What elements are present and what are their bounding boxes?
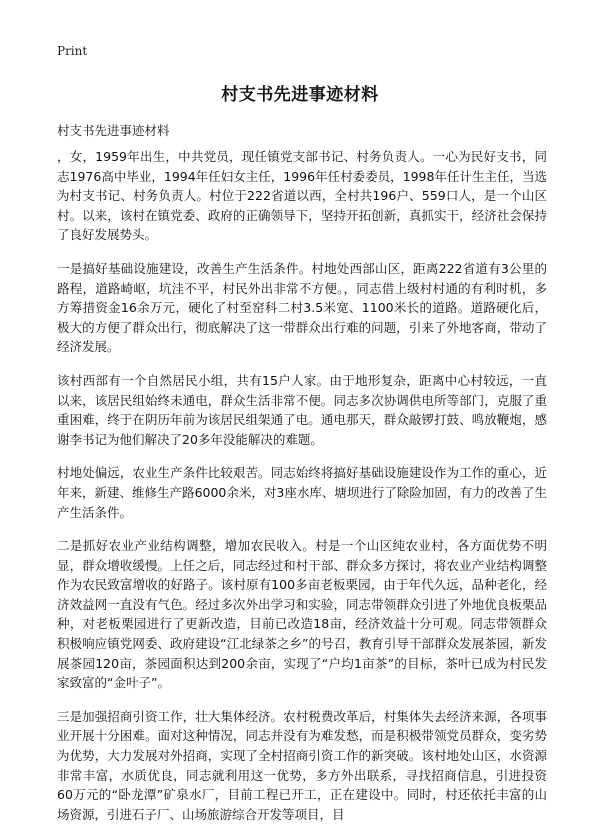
document-body xyxy=(57,147,547,838)
paragraph: 三是加强招商引资工作，壮大集体经济。农村税费改革后，村集体失去经济来源，各项事业开展十分困难。面对这种情况，同志并没有为难发愁，而是积极带领党员群众，变劣势为优势，大力发展对外招商，实现了全村招商引资工作的新突破。该村地处山区，水资源非常丰富，水质优良，同志就利用这一优势，多方外出联系，寻找招商信息，引进投资60万元的“卧龙潭”矿泉水厂，目前工程已开工，正在建设中。同时，村还依托丰富的山场资源，引进石子厂、山场旅游综合开发等项目，目 xyxy=(57,708,547,822)
paragraph: ，女，1959年出生，中共党员，现任镇党支部书记、村务负责人。一心为民好支书，同志1976高中毕业，1994年任妇女主任，1996年任村委委员，1998年任计生主任，当选为村支书记、村务负责人。村位于222省道以西，全村共196户、559口人，是一个山区村。以来，该村在镇党委、政府的正确领导下，坚持开拓创新，真抓实干，经济社会保持了良好发展势头。 xyxy=(57,149,547,243)
paragraph: 村地处偏远，农业生产条件比较艰苦。同志始终将搞好基础设施建设作为工作的重心，近年来，新建、维修生产路6000余米，对3座水库、塘坝进行了除险加固，有力的改善了生产生活条件。 xyxy=(57,465,547,520)
page-title: 村支书先进事迹材料 xyxy=(221,85,379,105)
paragraph: 该村西部有一个自然居民小组，共有15户人家。由于地形复杂，距离中心村较远，一直以来，该居民组始终未通电，群众生活非常不便。同志多次协调供电所等部门，克服了重重困难，终于在阴历年前为该居民组架通了电。通电那天，群众敲锣打鼓、鸣放鞭炮，感谢李书记为他们解决了20多年没能解决的难题。 xyxy=(57,372,547,447)
print-link[interactable]: Print xyxy=(57,44,88,58)
paragraph: 二是抓好农业产业结构调整，增加农民收入。村是一个山区纯农业村，各方面优势不明显，群众增收缓慢。上任之后，同志经过和村干部、群众多方探讨，将农业产业结构调整作为农民致富增收的好路子。该村原有100多亩老板栗园，由于年代久远，品种老化，经济效益网一直没有气色。经过多次外出学习和实验，同志带领群众引进了外地优良板栗品种，对老板栗园进行了更新改造，目前已改造18亩，经济效益十分可观。同志带领群众积极响应镇党网委、政府建设“江北绿茶之乡”的号召，教育引导干部群众发展茶园，新发展茶园120亩，茶园面积达到200余亩，实现了“户均1亩茶”的目标，茶叶已成为村民发家致富的“金叶子”。 xyxy=(57,538,547,691)
document-subtitle: 村支书先进事迹材料 xyxy=(57,123,170,138)
paragraph: 一是搞好基础设施建设，改善生产生活条件。村地处西部山区，距离222省道有3公里的路程，道路崎岖，坑洼不平，村民外出非常不方便。，同志借上级村村通的有利时机，多方筹措资金16余万元，硬化了村至窑科二村3.5米宽、1100米长的道路。道路硬化后，极大的方便了群众出行，彻底解决了这一带群众出行难的问题，引来了外地客商，带动了经济发展。 xyxy=(57,260,547,355)
